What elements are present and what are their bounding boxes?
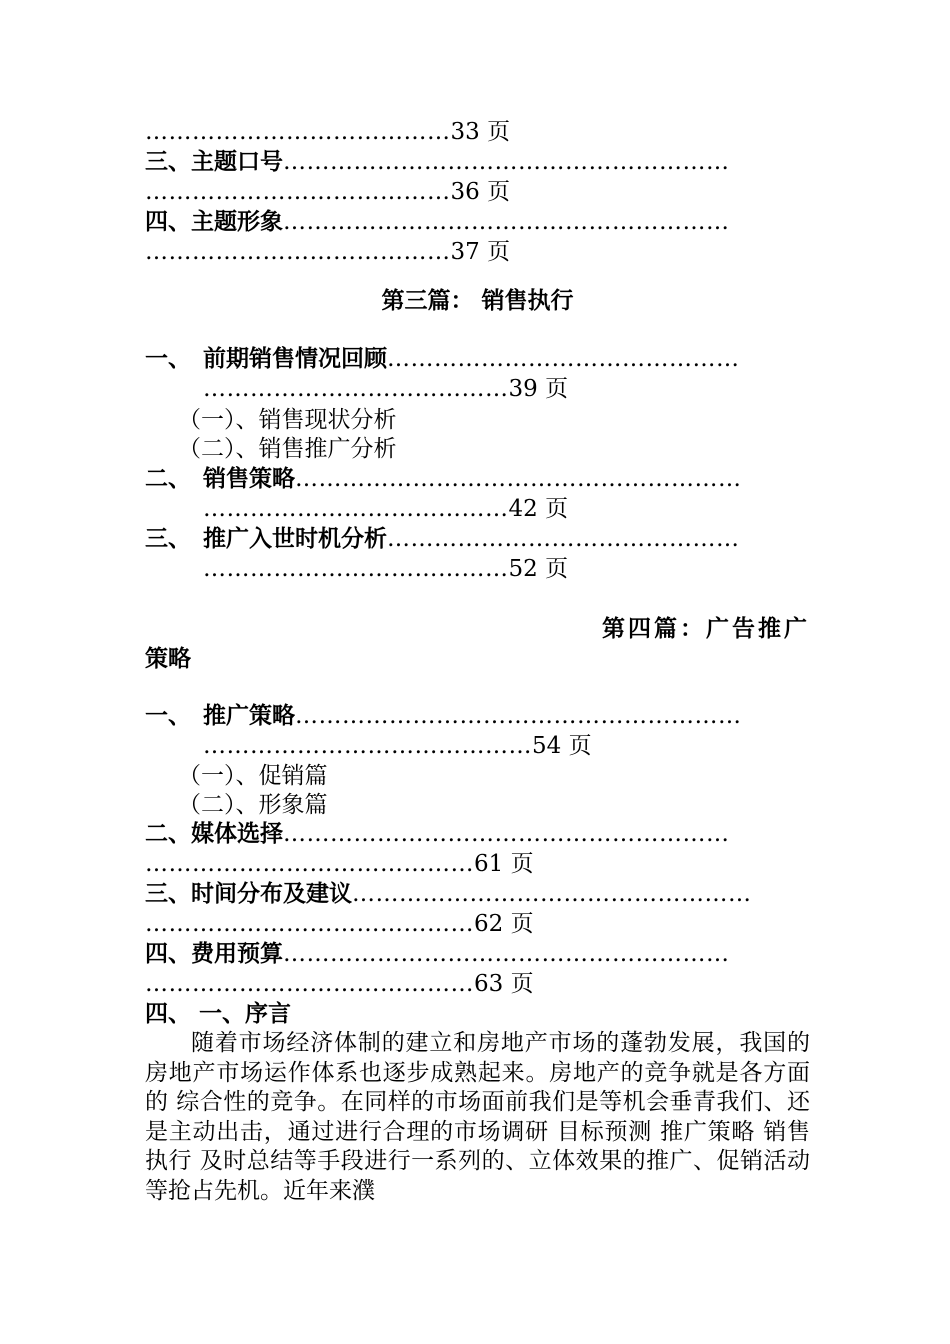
page-number: 63 页	[474, 971, 534, 997]
toc-entry-title: 三、主题口号	[145, 148, 283, 175]
toc-continuation	[145, 117, 810, 147]
toc-entry-title: 二、媒体选择	[145, 820, 283, 847]
leader-dots: …………………………………………………	[295, 703, 742, 729]
preface-paragraph: 随着市场经济体制的建立和房地产市场的蓬勃发展，我国的房地产市场运作体系也逐步成熟起来。房地产的竞争就是各方面的 综合性的竞争。在同样的市场面前我们是等机会垂青我们、还是主动出击，通过进行合理的市场调研 目标预测 推广策略 销售执行 及时总结等手段进行一系列的、立体效果的推广、促销活动等抢占先机。近年来濮	[145, 1030, 810, 1204]
leader-dots: …………………………………	[145, 119, 451, 145]
toc-subentry: （一）、销售现状分析	[178, 407, 397, 433]
leader-dots: …………………………………………………	[295, 466, 742, 492]
leader-dots: …………………………………	[145, 179, 451, 205]
leader-dots: ……………………………………	[203, 733, 532, 759]
toc-entry-number: 一、	[145, 345, 191, 372]
leader-dots: ……………………………………………	[352, 881, 752, 907]
toc-entry	[145, 207, 810, 237]
toc-continuation	[145, 969, 810, 999]
toc-continuation	[145, 237, 810, 267]
section-heading: 第四篇：广告推广	[602, 615, 810, 642]
page-number: 62 页	[474, 911, 534, 937]
page-number: 54 页	[532, 733, 592, 759]
leader-dots: ………………………………………	[387, 526, 740, 552]
page-number: 37 页	[450, 239, 511, 265]
leader-dots: ……………………………………	[145, 971, 474, 997]
page-number: 33 页	[450, 119, 511, 145]
toc-entry-number: 三、	[145, 525, 191, 552]
toc-entry	[145, 344, 810, 374]
section-heading-continued: 策略	[145, 645, 191, 672]
toc-continuation	[203, 554, 810, 584]
toc-entry	[145, 939, 810, 969]
toc-entry-title: 三、时间分布及建议	[145, 880, 352, 907]
preface-heading: 四、 一、序言	[145, 1000, 292, 1027]
toc-entry	[145, 701, 810, 731]
toc-continuation	[203, 374, 810, 404]
toc-continuation	[145, 177, 810, 207]
page-number: 39 页	[508, 376, 569, 402]
toc-continuation	[145, 849, 810, 879]
toc-continuation	[203, 731, 810, 761]
toc-entry-title: 前期销售情况回顾	[203, 345, 387, 372]
leader-dots: …………………………………………………	[283, 209, 730, 235]
toc-entry-title: 四、费用预算	[145, 940, 283, 967]
toc-entry	[145, 879, 810, 909]
leader-dots: ………………………………………	[387, 346, 740, 372]
toc-subentry: （二）、形象篇	[178, 792, 328, 818]
toc-entry-title: 销售策略	[203, 465, 295, 492]
toc-subentry: （二）、销售推广分析	[178, 436, 397, 462]
leader-dots: ……………………………………	[145, 911, 474, 937]
section-heading: 第三篇： 销售执行	[381, 287, 574, 314]
toc-entry-number: 一、	[145, 702, 191, 729]
toc-entry	[145, 464, 810, 494]
page-number: 36 页	[450, 179, 511, 205]
toc-entry	[145, 524, 810, 554]
toc-continuation	[203, 494, 810, 524]
leader-dots: …………………………………………………	[283, 821, 730, 847]
leader-dots: …………………………………	[203, 376, 509, 402]
toc-entry	[145, 147, 810, 177]
leader-dots: …………………………………………………	[283, 149, 730, 175]
toc-entry-number: 二、	[145, 465, 191, 492]
leader-dots: …………………………………	[203, 496, 509, 522]
toc-continuation	[145, 909, 810, 939]
leader-dots: …………………………………………………	[283, 941, 730, 967]
toc-entry-title: 四、主题形象	[145, 208, 283, 235]
toc-entry-title: 推广策略	[203, 702, 295, 729]
leader-dots: ……………………………………	[145, 851, 474, 877]
page-number: 52 页	[508, 556, 569, 582]
page-number: 61 页	[474, 851, 534, 877]
page-number: 42 页	[508, 496, 569, 522]
leader-dots: …………………………………	[203, 556, 509, 582]
toc-subentry: （一）、促销篇	[178, 763, 328, 789]
toc-entry-title: 推广入世时机分析	[203, 525, 387, 552]
leader-dots: …………………………………	[145, 239, 451, 265]
toc-entry	[145, 819, 810, 849]
